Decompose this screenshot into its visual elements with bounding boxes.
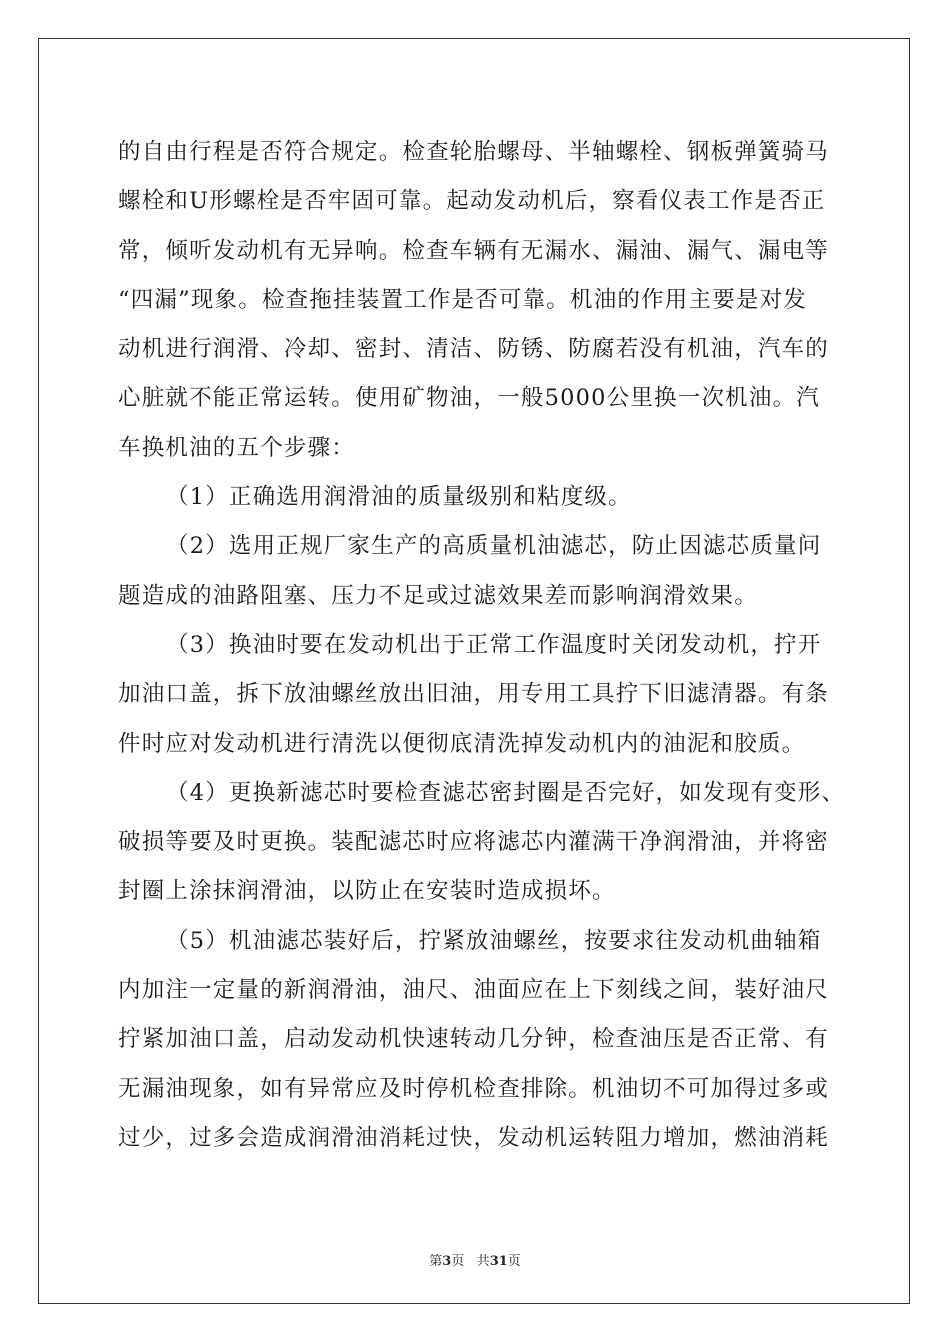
text-line: “四漏”现象。检查拖挂装置工作是否可靠。机油的作用主要是对发 xyxy=(118,286,808,313)
text-line: （3）换油时要在发动机出于正常工作温度时关闭发动机，拧开 xyxy=(166,631,822,658)
text-line: 螺栓和U形螺栓是否牢固可靠。起动发动机后，察看仪表工作是否正 xyxy=(118,188,826,215)
text-line: 拧紧加油口盖，启动发动机快速转动几分钟，检查油压是否正常、有 xyxy=(118,1026,830,1053)
footer-page-suffix: 页 xyxy=(451,1254,465,1269)
footer-total-prefix: 共 xyxy=(476,1254,490,1269)
text-line: 题造成的油路阻塞、压力不足或过滤效果差而影响润滑效果。 xyxy=(118,582,758,609)
footer-page-prefix: 第 xyxy=(429,1254,443,1269)
text-line: （5）机油滤芯装好后，拧紧放油螺丝，按要求往发动机曲轴箱 xyxy=(166,927,822,954)
text-line: 加油口盖，拆下放油螺丝放出旧油，用专用工具拧下旧滤清器。有条 xyxy=(118,681,830,708)
text-line: 无漏油现象，如有异常应及时停机检查排除。机油切不可加得过多或 xyxy=(118,1075,830,1102)
text-line: （2）选用正规厂家生产的高质量机油滤芯，防止因滤芯质量问 xyxy=(166,533,822,560)
text-line: 封圈上涂抹润滑油，以防止在安装时造成损坏。 xyxy=(118,878,616,905)
text-line: 车换机油的五个步骤： xyxy=(118,434,356,461)
text-line: （1）正确选用润滑油的质量级别和粘度级。 xyxy=(166,484,632,511)
text-line: 心脏就不能正常运转。使用矿物油，一般5000公里换一次机油。汽 xyxy=(118,385,820,412)
text-line: 动机进行润滑、冷却、密封、清洁、防锈、防腐若没有机油，汽车的 xyxy=(118,336,830,363)
text-line: 常，倾听发动机有无异响。检查车辆有无漏水、漏油、漏气、漏电等 xyxy=(118,237,830,264)
document-body xyxy=(118,128,846,1163)
text-line: 的自由行程是否符合规定。检查轮胎螺母、半轴螺栓、钢板弹簧骑马 xyxy=(118,139,830,165)
text-line: 件时应对发动机进行清洗以便彻底清洗掉发动机内的油泥和胶质。 xyxy=(118,730,806,757)
footer-page-number: 3 xyxy=(442,1254,452,1269)
text-line: 内加注一定量的新润滑油，油尺、油面应在上下刻线之间，装好油尺 xyxy=(118,977,830,1004)
page-footer xyxy=(0,1250,950,1269)
text-line: 过少，过多会造成润滑油消耗过快，发动机运转阻力增加，燃油消耗 xyxy=(118,1124,830,1151)
footer-total-pages: 31 xyxy=(489,1254,508,1269)
text-line: 破损等要及时更换。装配滤芯时应将滤芯内灌满干净润滑油，并将密 xyxy=(118,829,830,856)
footer-total-suffix: 页 xyxy=(507,1254,521,1269)
text-line: （4）更换新滤芯时要检查滤芯密封圈是否完好，如发现有变形、 xyxy=(166,779,846,806)
